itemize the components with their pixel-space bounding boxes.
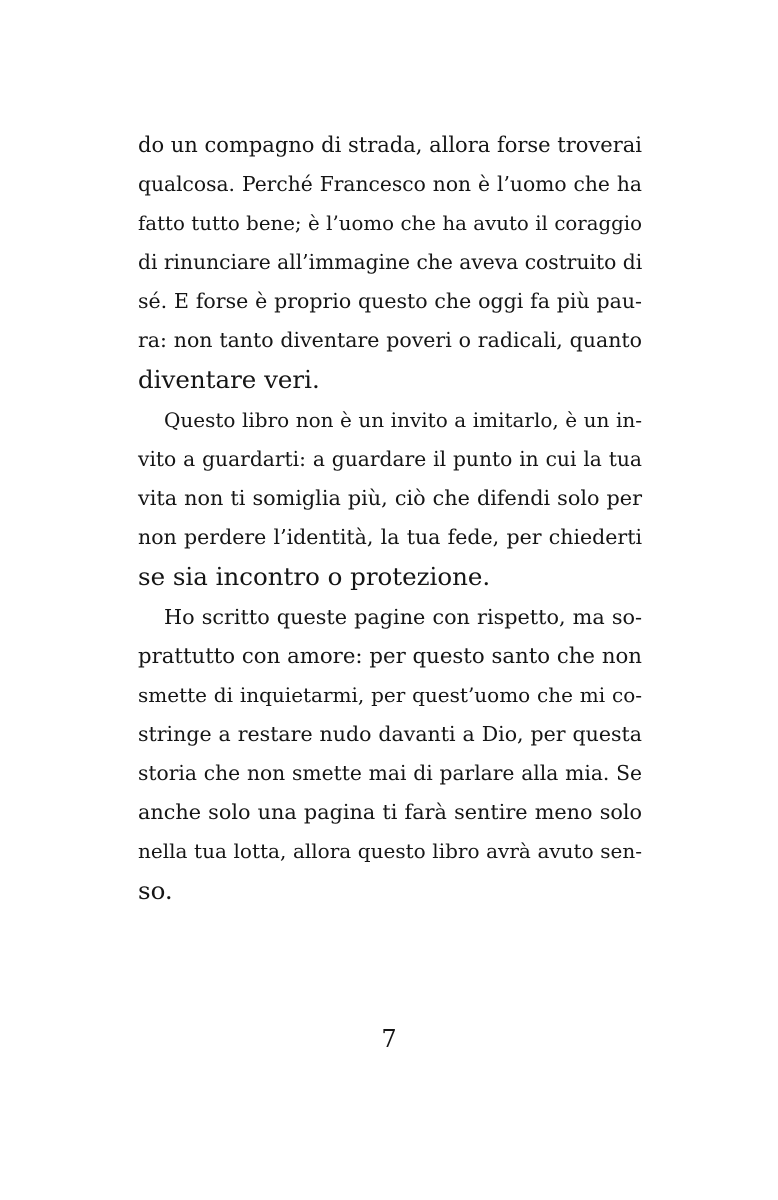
- text-line: se sia incontro o protezione.: [138, 562, 491, 591]
- paragraph-3: [138, 598, 642, 910]
- page-number: 7: [381, 1025, 397, 1053]
- text-line: smette di inquietarmi, per quest’uomo che mi co-: [138, 683, 642, 707]
- text-line: Questo libro non è un invito a imitarlo, è un in-: [164, 408, 642, 432]
- text-line: do un compagno di strada, allora forse troverai: [138, 133, 642, 157]
- paragraph-2: [138, 401, 642, 596]
- text-line: so.: [138, 876, 173, 905]
- text-line: storia che non smette mai di parlare alla mia. Se: [138, 761, 642, 785]
- text-line: qualcosa. Perché Francesco non è l’uomo che ha: [138, 172, 642, 196]
- text-line: prattutto con amore: per questo santo che non: [138, 644, 642, 669]
- text-line: vita non ti somiglia più, ciò che difendi solo per: [138, 486, 642, 510]
- text-line: non perdere l’identità, la tua fede, per chiederti: [138, 525, 642, 549]
- text-line: ra: non tanto diventare poveri o radicali, quanto: [138, 328, 642, 352]
- paragraph-1: [138, 126, 642, 399]
- text-line: nella tua lotta, allora questo libro avrà avuto sen-: [138, 839, 642, 863]
- body-text: [138, 126, 642, 910]
- text-line: diventare veri.: [138, 365, 320, 394]
- text-line: di rinunciare all’immagine che aveva costruito di: [138, 250, 643, 274]
- text-line: Ho scritto queste pagine con rispetto, ma so-: [164, 605, 642, 629]
- text-line: fatto tutto bene; è l’uomo che ha avuto il coraggio: [138, 212, 642, 235]
- text-line: sé. E forse è proprio questo che oggi fa più pau-: [138, 289, 642, 313]
- text-line: stringe a restare nudo davanti a Dio, per questa: [138, 722, 642, 746]
- text-line: vito a guardarti: a guardare il punto in cui la tua: [138, 447, 642, 471]
- text-line: anche solo una pagina ti farà sentire meno solo: [138, 800, 642, 824]
